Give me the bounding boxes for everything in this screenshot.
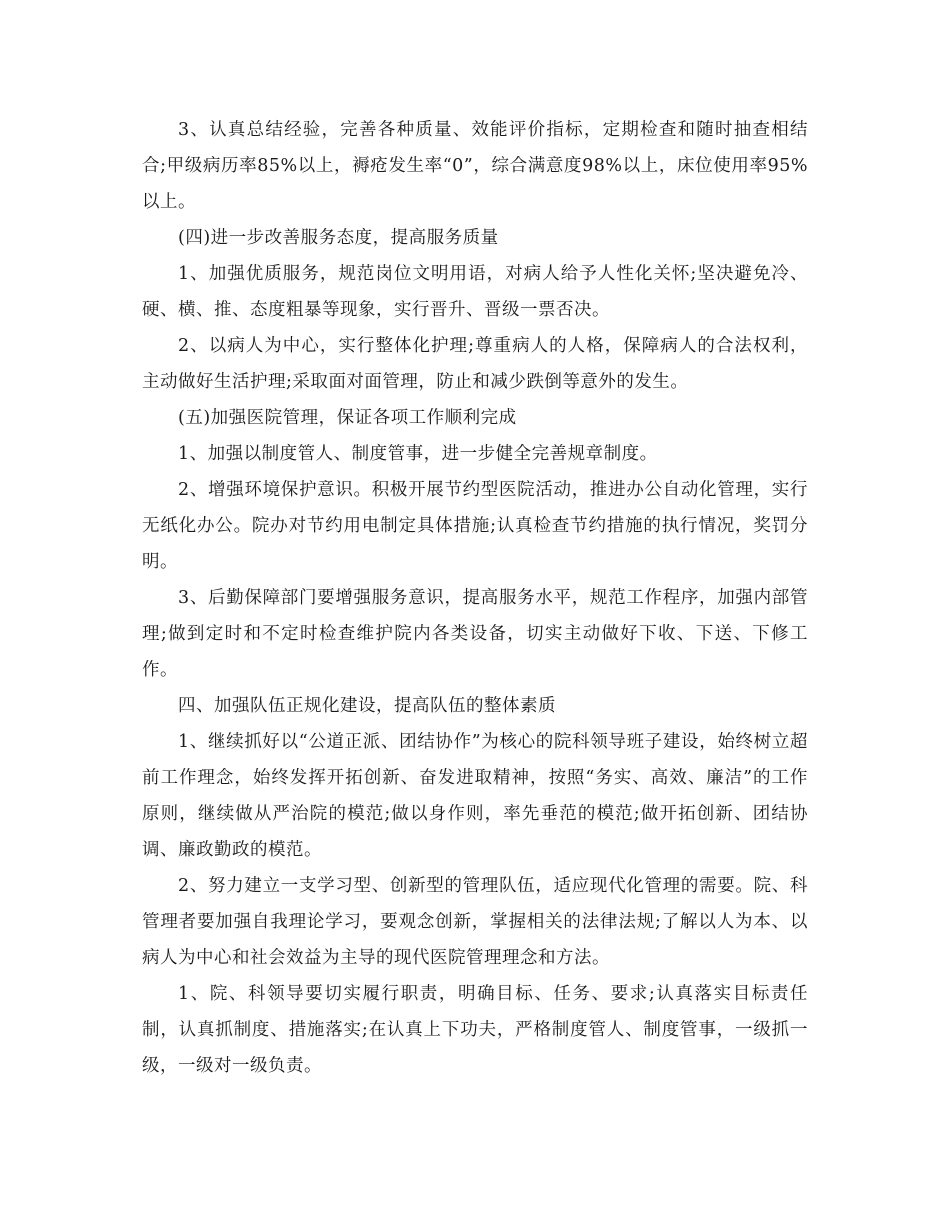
heading-hospital-management: (五)加强医院管理，保证各项工作顺利完成	[178, 408, 517, 428]
heading-service-attitude: (四)进一步改善服务态度，提高服务质量	[178, 228, 499, 248]
paragraph-logistics: 3、后勤保障部门要增强服务意识，提高服务水平，规范工作程序，加强内部管理;做到定时和不定时检查维护院内各类设备，切实主动做好下收、下送、下修工作。	[142, 588, 808, 680]
paragraph-quality-indicators: 3、认真总结经验，完善各种质量、效能评价指标，定期检查和随时抽查相结合;甲级病历率85%以上，褥疮发生率“0”，综合满意度98%以上，床位使用率95%以上。	[142, 120, 808, 212]
document-body	[142, 112, 808, 1084]
paragraph-quality-service: 1、加强优质服务，规范岗位文明用语，对病人给予人性化关怀;坚决避免冷、硬、横、推、态度粗暴等现象，实行晋升、晋级一票否决。	[142, 264, 808, 320]
heading-team-building: 四、加强队伍正规化建设，提高队伍的整体素质	[178, 696, 556, 716]
paragraph-patient-centered: 2、以病人为中心，实行整体化护理;尊重病人的人格，保障病人的合法权利，主动做好生活护理;采取面对面管理，防止和减少跌倒等意外的发生。	[142, 336, 808, 392]
paragraph-responsibility: 1、院、科领导要切实履行职责，明确目标、任务、要求;认真落实目标责任制，认真抓制度、措施落实;在认真上下功夫，严格制度管人、制度管事，一级抓一级，一级对一级负责。	[142, 984, 808, 1076]
paragraph-management-team: 2、努力建立一支学习型、创新型的管理队伍，适应现代化管理的需要。院、科管理者要加强自我理论学习，要观念创新，掌握相关的法律法规;了解以人为本、以病人为中心和社会效益为主导的现代医院管理理念和方法。	[142, 876, 808, 968]
paragraph-environment: 2、增强环境保护意识。积极开展节约型医院活动，推进办公自动化管理，实行无纸化办公。院办对节约用电制定具体措施;认真检查节约措施的执行情况，奖罚分明。	[142, 480, 808, 572]
paragraph-rules-system: 1、加强以制度管人、制度管事，进一步健全完善规章制度。	[178, 444, 658, 464]
paragraph-leadership: 1、继续抓好以“公道正派、团结协作”为核心的院科领导班子建设，始终树立超前工作理念，始终发挥开拓创新、奋发进取精神，按照“务实、高效、廉洁”的工作原则，继续做从严治院的模范;做以身作则，率先垂范的模范;做开拓创新、团结协调、廉政勤政的模范。	[142, 732, 808, 860]
